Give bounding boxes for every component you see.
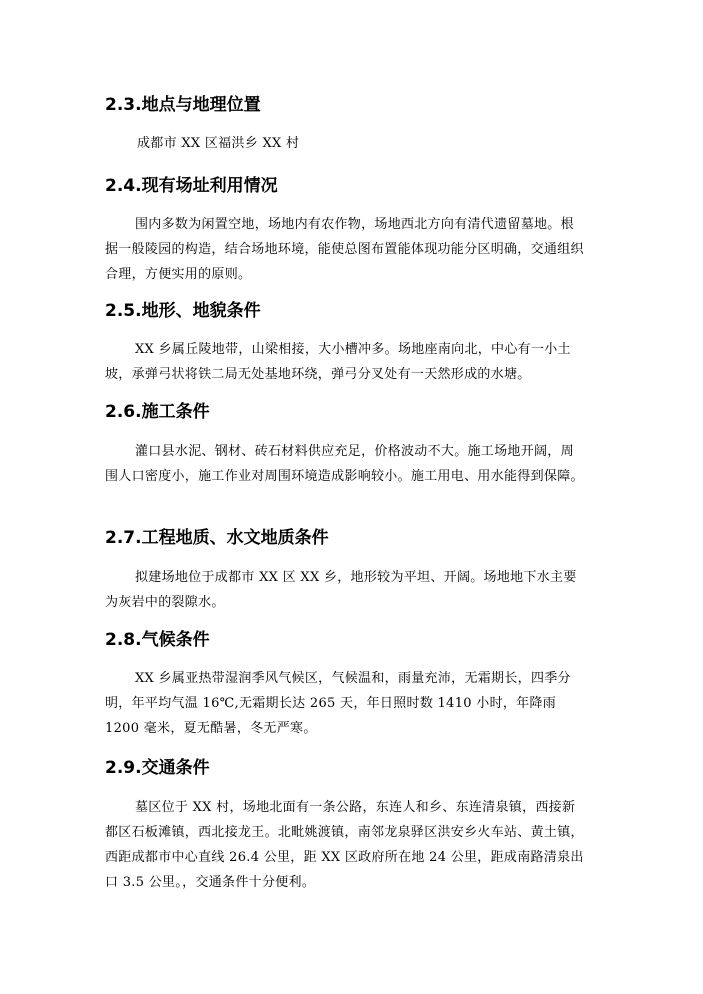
section-heading-location: 2.3.地点与地理位置: [105, 95, 261, 115]
section-heading-construction: 2.6.施工条件: [105, 402, 210, 422]
section-heading-geology: 2.7.工程地质、水文地质条件: [105, 528, 329, 548]
section-body-construction: 灌口县水泥、钢材、砖石材料供应充足，价格波动不大。施工场地开阔，周围人口密度小，施工作业对周围环境造成影响较小。施工用电、用水能得到保障。: [105, 444, 584, 484]
section-body-location: 成都市 XX 区福洪乡 XX 村: [137, 136, 300, 151]
section-heading-climate: 2.8.气候条件: [105, 630, 210, 650]
section-body-geology: 拟建场地位于成都市 XX 区 XX 乡，地形较为平坦、开阔。场地地下水主要为灰岩中的裂隙水。: [105, 570, 577, 610]
section-body-site-usage: 围内多数为闲置空地，场地内有农作物，场地西北方向有清代遗留墓地。根据一般陵园的构造，结合场地环境，能使总图布置能体现功能分区明确，交通组织合理，方便实用的原则。: [105, 217, 584, 282]
section-heading-terrain: 2.5.地形、地貌条件: [105, 301, 261, 321]
section-body-traffic: 墓区位于 XX 村，场地北面有一条公路，东连人和乡、东连清泉镇，西接新都区石板滩镇，西北接龙王。北毗姚渡镇，南邻龙泉驿区洪安乡火车站、黄土镇，西距成都市中心直线 26.4 公里，距 XX 区政府所在地 24 公里，距成南路清泉出口 3.5 公里。，交通条件十分便利。: [105, 800, 584, 890]
section-body-climate: XX 乡属亚热带湿润季风气候区，气候温和，雨量充沛，无霜期长，四季分明，年平均气温 16℃,无霜期长达 265 天，年日照时数 1410 小时，年降雨 1200 毫米，夏无酷暑，冬无严寒。: [105, 671, 571, 736]
section-body-terrain: XX 乡属丘陵地带，山梁相接，大小槽冲多。场地座南向北，中心有一小土坡，承弹弓状将铁二局无处基地环绕，弹弓分叉处有一天然形成的水塘。: [105, 342, 571, 382]
section-heading-traffic: 2.9.交通条件: [105, 758, 210, 778]
section-heading-site-usage: 2.4.现有场址利用情况: [105, 176, 278, 196]
